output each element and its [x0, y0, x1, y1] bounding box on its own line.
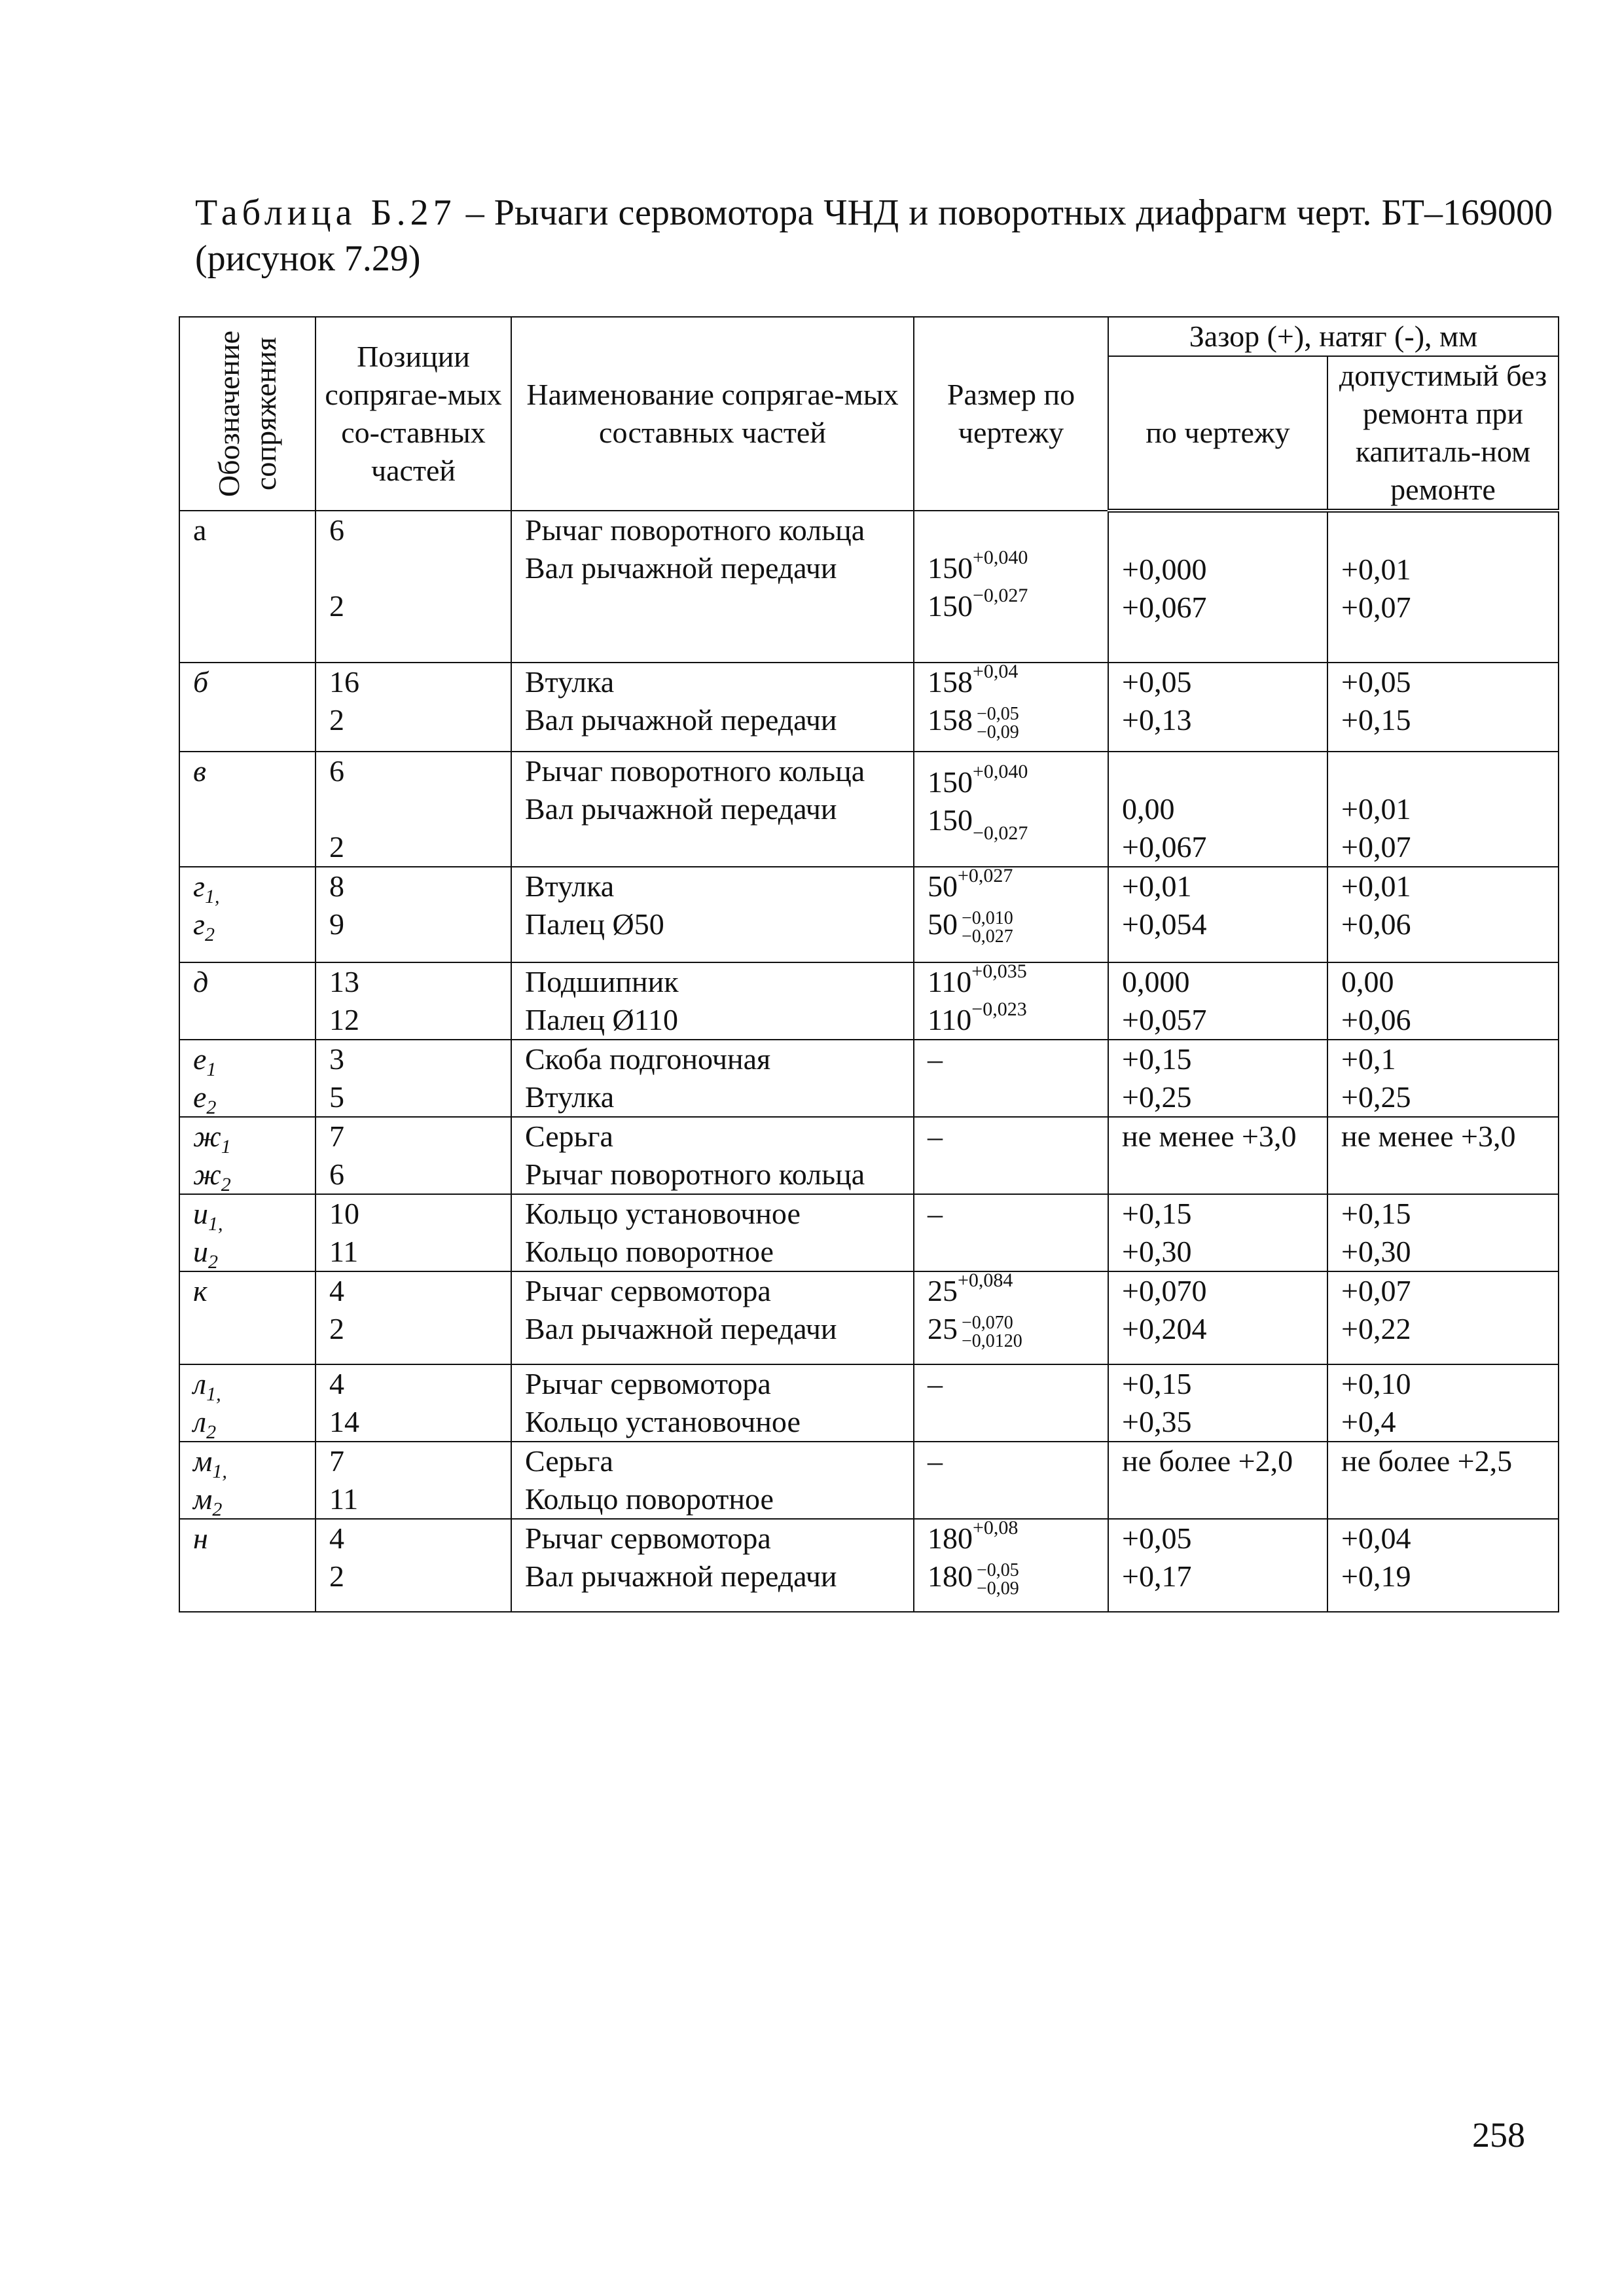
size-nominal: 180	[928, 1559, 973, 1593]
designation-index: 1,	[208, 1213, 223, 1235]
size-nominal: 50	[928, 907, 958, 941]
clearance-allowed-cell	[1327, 962, 1559, 1040]
positions-cell	[316, 1040, 511, 1117]
part-name: Рычаг поворотного кольца	[525, 1157, 865, 1191]
size-upper-deviation: +0,04	[973, 663, 1019, 682]
clearance-allowed-value: +0,01	[1341, 792, 1411, 826]
size-dash: –	[928, 1120, 943, 1153]
position-number: 7	[329, 1120, 344, 1153]
size-tolerance-stack	[977, 705, 1019, 742]
size-cell	[914, 867, 1108, 962]
designation-mark	[193, 867, 308, 908]
part-name: Палец Ø50	[525, 907, 664, 941]
designation-mark	[193, 1195, 308, 1233]
clearance-allowed-value: +0,1	[1341, 1042, 1396, 1076]
table-caption-text: – Рычаги сервомотора ЧНД и поворотных диафрагм черт. БТ–169000 (рисунок 7.29)	[195, 192, 1553, 279]
size-tolerance-stack	[962, 1314, 1022, 1351]
clearance-allowed-value: 0,00	[1341, 965, 1394, 998]
part-name: Вал рычажной передачи	[525, 551, 837, 585]
part-names-cell	[511, 1271, 914, 1364]
size-value	[928, 963, 1101, 1001]
designation-letter: м	[193, 1444, 213, 1478]
clearance-drawing-value: +0,067	[1122, 591, 1207, 624]
part-names-cell	[511, 867, 914, 962]
position-number: 10	[329, 1197, 359, 1230]
size-nominal: 150	[928, 765, 973, 799]
table-body	[179, 511, 1559, 1612]
size-value	[928, 1520, 1101, 1558]
designation-mark: к	[193, 1274, 208, 1307]
designation-mark: б	[193, 665, 209, 699]
part-name: Вал рычажной передачи	[525, 1312, 837, 1345]
size-nominal: 150	[928, 589, 973, 623]
part-name: Скоба подгоночная	[525, 1042, 771, 1076]
clearance-allowed-value: не более +2,5	[1341, 1444, 1513, 1478]
designation-letter: ж	[193, 1157, 221, 1191]
size-lower-deviation: −0,09	[977, 1578, 1019, 1599]
clearance-drawing-value: +0,17	[1122, 1559, 1192, 1593]
designation-cell	[179, 1194, 316, 1271]
clearance-allowed-value: +0,07	[1341, 1274, 1411, 1307]
part-name: Вал рычажной передачи	[525, 703, 837, 737]
clearance-allowed-cell	[1327, 1364, 1559, 1442]
designation-mark	[193, 1156, 308, 1194]
designation-letter: г	[193, 907, 205, 941]
header-name: Наименование сопрягае-мых составных частей	[511, 317, 914, 511]
fit-table	[179, 316, 1559, 1613]
size-dash: –	[928, 1197, 943, 1230]
table-row	[179, 1519, 1559, 1612]
designation-letter: г	[193, 869, 205, 903]
size-dash: –	[928, 1444, 943, 1478]
header-positions: Позиции сопрягае-мых со-ставных частей	[316, 317, 511, 511]
clearance-drawing-cell	[1108, 752, 1327, 867]
position-number: 2	[329, 830, 344, 864]
size-cell	[914, 1117, 1108, 1194]
size-nominal: 50	[928, 869, 958, 903]
clearance-drawing-value: +0,204	[1122, 1312, 1207, 1345]
position-number: 8	[329, 869, 344, 903]
clearance-allowed-value: не менее +3,0	[1341, 1120, 1516, 1153]
clearance-drawing-value: +0,01	[1122, 869, 1192, 903]
designation-index: 2	[221, 1174, 231, 1194]
table-row	[179, 867, 1559, 962]
size-upper-deviation: +0,040	[973, 761, 1028, 783]
size-lower-deviation: −0,09	[977, 722, 1019, 742]
clearance-allowed-value: +0,15	[1341, 1197, 1411, 1230]
size-nominal: 150	[928, 551, 973, 585]
clearance-drawing-value: не более +2,0	[1122, 1444, 1293, 1478]
position-number: 11	[329, 1235, 359, 1268]
part-names-cell	[511, 1117, 914, 1194]
positions-cell	[316, 1271, 511, 1364]
clearance-drawing-value: +0,30	[1122, 1235, 1192, 1268]
size-cell	[914, 752, 1108, 867]
position-number: 13	[329, 965, 359, 998]
designation-letter: е	[193, 1042, 207, 1076]
clearance-allowed-cell	[1327, 752, 1559, 867]
part-name: Кольцо установочное	[525, 1405, 801, 1438]
size-value	[928, 549, 1101, 587]
part-name: Кольцо поворотное	[525, 1235, 774, 1268]
designation-cell	[179, 1519, 316, 1612]
designation-letter: ж	[193, 1120, 221, 1153]
position-number: 7	[329, 1444, 344, 1478]
part-names-cell	[511, 663, 914, 752]
designation-mark	[193, 1233, 308, 1271]
designation-mark: а	[193, 513, 207, 547]
clearance-drawing-cell	[1108, 1194, 1327, 1271]
position-number: 12	[329, 1003, 359, 1036]
clearance-allowed-value: +0,15	[1341, 703, 1411, 737]
part-names-cell	[511, 1194, 914, 1271]
clearance-drawing-value: не менее +3,0	[1122, 1120, 1297, 1153]
part-name: Рычаг поворотного кольца	[525, 754, 865, 788]
designation-cell	[179, 511, 316, 663]
clearance-drawing-cell	[1108, 1040, 1327, 1117]
designation-cell	[179, 867, 316, 962]
size-value	[928, 701, 1101, 742]
position-number: 2	[329, 589, 344, 623]
clearance-allowed-value: +0,06	[1341, 907, 1411, 941]
clearance-allowed-cell	[1327, 1194, 1559, 1271]
table-row	[179, 1364, 1559, 1442]
part-name: Втулка	[525, 869, 615, 903]
size-cell	[914, 962, 1108, 1040]
position-number: 5	[329, 1080, 344, 1114]
position-number: 9	[329, 907, 344, 941]
size-dash: –	[928, 1367, 943, 1400]
clearance-allowed-value: +0,22	[1341, 1312, 1411, 1345]
designation-mark	[193, 1365, 308, 1406]
size-cell	[914, 511, 1108, 663]
clearance-drawing-cell	[1108, 1364, 1327, 1442]
designation-index: 2	[208, 1251, 218, 1271]
size-upper-deviation: +0,084	[958, 1271, 1013, 1291]
part-names-cell	[511, 1040, 914, 1117]
table-row	[179, 1194, 1559, 1271]
table-row	[179, 962, 1559, 1040]
clearance-allowed-cell	[1327, 1519, 1559, 1612]
position-number: 11	[329, 1482, 359, 1516]
positions-cell	[316, 1117, 511, 1194]
part-name: Втулка	[525, 1080, 615, 1114]
clearance-drawing-value: +0,35	[1122, 1405, 1192, 1438]
size-tolerance-stack	[962, 909, 1013, 946]
designation-index: 1,	[206, 1383, 221, 1406]
designation-index: 2	[206, 1097, 217, 1117]
designation-index: 2	[212, 1499, 223, 1519]
clearance-allowed-value: +0,01	[1341, 869, 1411, 903]
header-allowed: допустимый без ремонта при капиталь-ном ремонте	[1327, 356, 1559, 511]
size-nominal: 25	[928, 1312, 958, 1345]
part-name: Кольцо установочное	[525, 1197, 801, 1230]
designation-index: 1	[221, 1136, 231, 1158]
size-upper-deviation: −0,070	[962, 1313, 1013, 1333]
table-row	[179, 1040, 1559, 1117]
clearance-drawing-value: +0,000	[1122, 553, 1207, 586]
designation-cell	[179, 752, 316, 867]
size-cell	[914, 663, 1108, 752]
clearance-drawing-value: +0,054	[1122, 907, 1207, 941]
part-name: Рычаг сервомотора	[525, 1274, 771, 1307]
designation-cell	[179, 1117, 316, 1194]
table-caption-label: Таблица Б.27	[195, 192, 456, 233]
designation-index: 1,	[212, 1461, 227, 1483]
clearance-drawing-value: 0,000	[1122, 965, 1190, 998]
clearance-allowed-value: +0,25	[1341, 1080, 1411, 1114]
clearance-drawing-cell	[1108, 867, 1327, 962]
designation-letter: м	[193, 1482, 213, 1516]
designation-cell	[179, 1040, 316, 1117]
clearance-drawing-value: +0,05	[1122, 1522, 1192, 1555]
size-nominal: 180	[928, 1522, 973, 1555]
clearance-drawing-cell	[1108, 1442, 1327, 1519]
size-cell	[914, 1194, 1108, 1271]
designation-cell	[179, 962, 316, 1040]
size-cell	[914, 1442, 1108, 1519]
clearance-drawing-cell	[1108, 962, 1327, 1040]
size-tolerance-stack	[977, 1561, 1019, 1598]
clearance-drawing-value: +0,067	[1122, 830, 1207, 864]
designation-mark	[193, 1118, 308, 1156]
header-size: Размер по чертежу	[914, 317, 1108, 511]
part-names-cell	[511, 511, 914, 663]
clearance-allowed-cell	[1327, 1040, 1559, 1117]
designation-cell	[179, 1442, 316, 1519]
part-name: Подшипник	[525, 965, 679, 998]
clearance-allowed-value: +0,04	[1341, 1522, 1411, 1555]
size-upper-deviation: −0,027	[973, 585, 1028, 606]
clearance-drawing-value: +0,25	[1122, 1080, 1192, 1114]
clearance-allowed-value: +0,10	[1341, 1367, 1411, 1400]
size-value	[928, 663, 1101, 701]
clearance-allowed-cell	[1327, 1442, 1559, 1519]
designation-mark	[193, 905, 308, 946]
positions-cell	[316, 663, 511, 752]
clearance-allowed-value: +0,06	[1341, 1003, 1411, 1036]
position-number	[329, 549, 504, 587]
table-row	[179, 1117, 1559, 1194]
designation-mark: д	[193, 965, 209, 998]
clearance-drawing-cell	[1108, 663, 1327, 752]
position-number: 6	[329, 513, 344, 547]
designation-letter: е	[193, 1080, 207, 1114]
positions-cell	[316, 1364, 511, 1442]
size-value	[928, 905, 1101, 947]
size-upper-deviation: +0,08	[973, 1519, 1019, 1539]
clearance-drawing-value: +0,057	[1122, 1003, 1207, 1036]
size-lower-deviation: −0,027	[973, 822, 1028, 845]
clearance-allowed-value: +0,05	[1341, 665, 1411, 699]
position-number: 2	[329, 1559, 344, 1593]
clearance-allowed-value: +0,19	[1341, 1559, 1411, 1593]
position-number: 6	[329, 1157, 344, 1191]
clearance-allowed-cell	[1327, 1271, 1559, 1364]
size-cell	[914, 1519, 1108, 1612]
clearance-allowed-cell	[1327, 663, 1559, 752]
part-name: Палец Ø110	[525, 1003, 679, 1036]
designation-mark	[193, 1078, 308, 1116]
clearance-allowed-value: +0,07	[1341, 830, 1411, 864]
positions-cell	[316, 1442, 511, 1519]
part-name: Серьга	[525, 1444, 613, 1478]
part-names-cell	[511, 1442, 914, 1519]
designation-mark	[193, 1480, 308, 1518]
designation-index: 1,	[204, 886, 220, 908]
clearance-drawing-value: +0,15	[1122, 1042, 1192, 1076]
size-value	[928, 1310, 1101, 1351]
size-upper-deviation: −0,023	[971, 998, 1027, 1020]
header-designation: Обозначение сопряжения	[179, 317, 316, 511]
clearance-allowed-value: +0,4	[1341, 1405, 1396, 1438]
size-upper-deviation: +0,040	[973, 547, 1028, 568]
position-number: 6	[329, 754, 344, 788]
table-row	[179, 1271, 1559, 1364]
table-row	[179, 511, 1559, 663]
position-number: 16	[329, 665, 359, 699]
position-number: 14	[329, 1405, 359, 1438]
table-caption	[195, 190, 1553, 282]
part-names-cell	[511, 962, 914, 1040]
table-row	[179, 663, 1559, 752]
designation-index: 1	[206, 1059, 217, 1081]
clearance-allowed-value: +0,07	[1341, 591, 1411, 624]
designation-index: 2	[204, 924, 215, 946]
size-cell	[914, 1364, 1108, 1442]
clearance-drawing-value: +0,13	[1122, 703, 1192, 737]
positions-cell	[316, 1519, 511, 1612]
position-number: 2	[329, 1312, 344, 1345]
position-number: 4	[329, 1367, 344, 1400]
clearance-drawing-cell	[1108, 511, 1327, 663]
positions-cell	[316, 962, 511, 1040]
size-upper-deviation: −0,010	[962, 908, 1013, 928]
clearance-drawing-value: 0,00	[1122, 792, 1175, 826]
designation-mark	[193, 1040, 308, 1081]
part-names-cell	[511, 752, 914, 867]
size-nominal: 110	[928, 1003, 972, 1036]
table-row	[179, 1442, 1559, 1519]
position-number: 4	[329, 1522, 344, 1555]
size-value	[928, 763, 1101, 801]
clearance-drawing-value: +0,15	[1122, 1367, 1192, 1400]
designation-mark: н	[193, 1522, 208, 1555]
part-name: Серьга	[525, 1120, 613, 1153]
clearance-allowed-cell	[1327, 511, 1559, 663]
positions-cell	[316, 1194, 511, 1271]
part-names-cell	[511, 1519, 914, 1612]
size-cell	[914, 1271, 1108, 1364]
designation-cell	[179, 1364, 316, 1442]
size-nominal: 150	[928, 803, 973, 837]
size-cell	[914, 1040, 1108, 1117]
position-number: 3	[329, 1042, 344, 1076]
size-value	[928, 867, 1101, 905]
part-name: Рычаг сервомотора	[525, 1367, 771, 1400]
header-clearance: Зазор (+), натяг (-), мм	[1108, 317, 1559, 356]
clearance-allowed-cell	[1327, 1117, 1559, 1194]
size-value	[928, 1272, 1101, 1310]
size-lower-deviation: −0,027	[962, 926, 1013, 947]
size-nominal: 158	[928, 703, 973, 737]
size-upper-deviation: +0,035	[971, 962, 1027, 982]
size-upper-deviation: +0,027	[958, 867, 1013, 886]
designation-cell	[179, 1271, 316, 1364]
size-nominal: 25	[928, 1274, 958, 1307]
table-row	[179, 752, 1559, 867]
part-name: Рычаг поворотного кольца	[525, 513, 865, 547]
clearance-drawing-value: +0,070	[1122, 1274, 1207, 1307]
clearance-drawing-value: +0,05	[1122, 665, 1192, 699]
clearance-drawing-value: +0,15	[1122, 1197, 1192, 1230]
header-by-drawing: по чертежу	[1108, 356, 1327, 511]
position-number: 4	[329, 1274, 344, 1307]
designation-index: 2	[206, 1421, 217, 1442]
size-nominal: 158	[928, 665, 973, 699]
part-names-cell	[511, 1364, 914, 1442]
positions-cell	[316, 867, 511, 962]
size-lower-deviation: −0,0120	[962, 1331, 1022, 1351]
designation-letter: и	[193, 1197, 208, 1230]
size-value	[928, 587, 1101, 625]
clearance-allowed-value: +0,30	[1341, 1235, 1411, 1268]
part-name: Вал рычажной передачи	[525, 1559, 837, 1593]
designation-letter: л	[193, 1367, 207, 1400]
designation-mark: в	[193, 754, 206, 788]
part-name: Кольцо поворотное	[525, 1482, 774, 1516]
size-upper-deviation: −0,05	[977, 704, 1019, 724]
size-dash: –	[928, 1042, 943, 1076]
clearance-drawing-cell	[1108, 1519, 1327, 1612]
positions-cell	[316, 752, 511, 867]
designation-mark	[193, 1403, 308, 1441]
size-upper-deviation: −0,05	[977, 1560, 1019, 1580]
designation-letter: и	[193, 1235, 208, 1268]
part-name: Вал рычажной передачи	[525, 792, 837, 826]
clearance-drawing-cell	[1108, 1117, 1327, 1194]
clearance-allowed-cell	[1327, 867, 1559, 962]
size-nominal: 110	[928, 965, 972, 998]
clearance-drawing-cell	[1108, 1271, 1327, 1364]
designation-mark	[193, 1442, 308, 1483]
position-number: 2	[329, 703, 344, 737]
part-name: Втулка	[525, 665, 615, 699]
designation-letter: л	[193, 1405, 207, 1438]
position-number	[329, 790, 504, 828]
page-number: 258	[1472, 2115, 1525, 2155]
size-value	[928, 801, 1101, 845]
size-value	[928, 998, 1101, 1039]
clearance-allowed-value: +0,01	[1341, 553, 1411, 586]
size-value	[928, 1558, 1101, 1599]
positions-cell	[316, 511, 511, 663]
part-name: Рычаг сервомотора	[525, 1522, 771, 1555]
designation-cell	[179, 663, 316, 752]
